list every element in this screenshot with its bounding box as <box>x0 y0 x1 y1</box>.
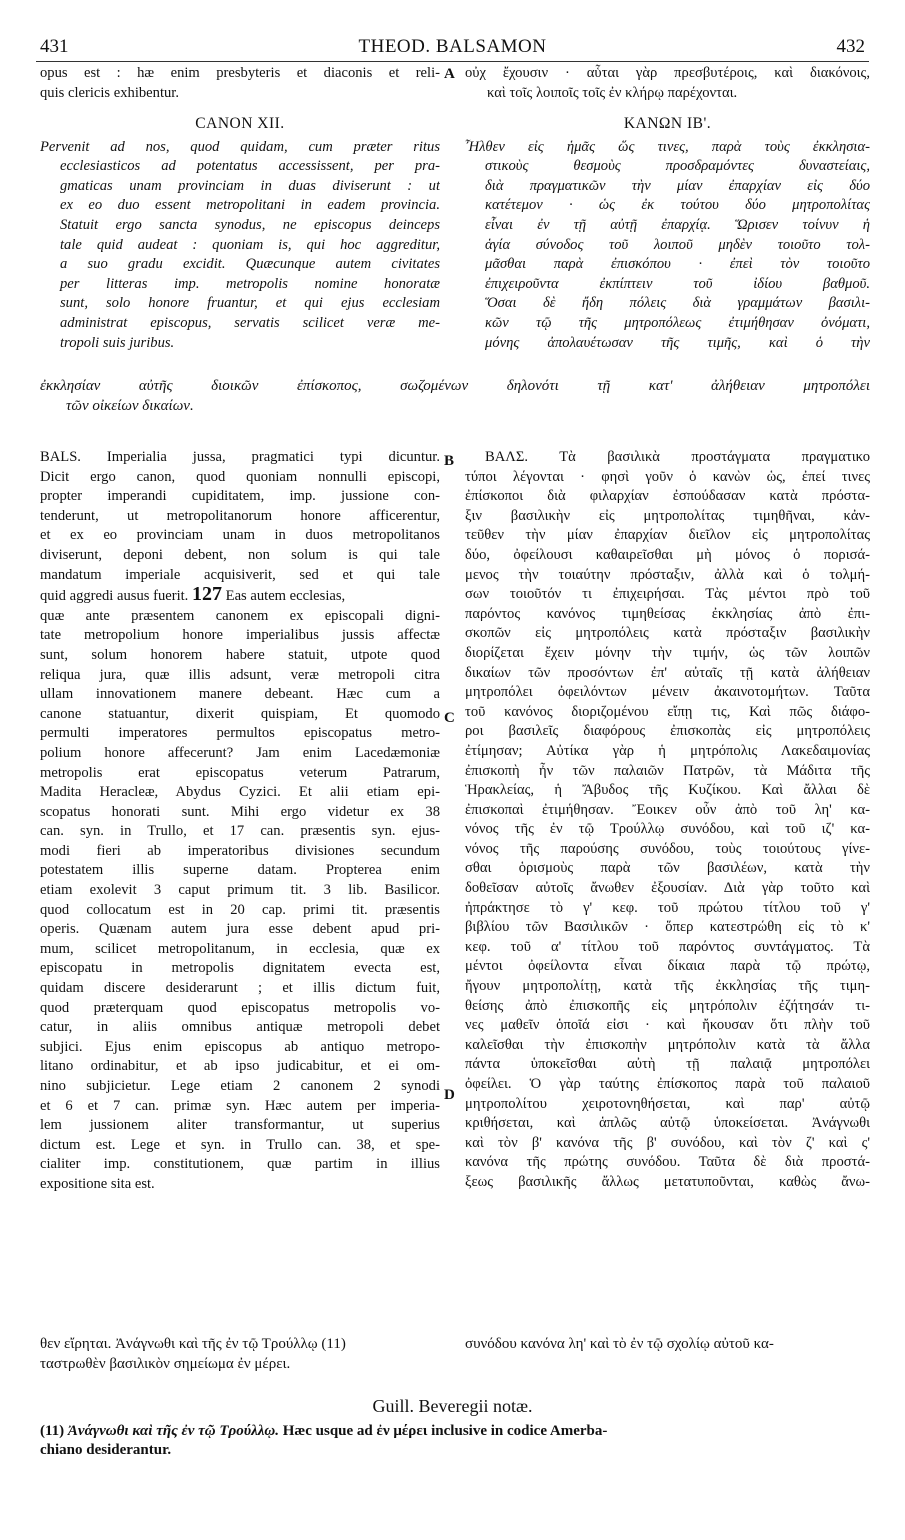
text-line: παρόντος κανόνος τιμηθείσας ἐκκλησίας ἀπὸ ἐπι- <box>465 605 870 622</box>
canon-greek-body <box>465 138 870 354</box>
text-line: καλεῖσθαι τὴν ἐπισκοπὴν μητρόπολιν κατὰ τὰ ἄλλα <box>465 1036 870 1053</box>
text-line: σων τοιοῦτόν τι ἐπιχειρήσαι. Τὰς μέντοι πρὸ τοῦ <box>465 586 870 603</box>
text-line: permulti imperatores permultos episcopatus metro- <box>40 725 440 742</box>
canon-latin-heading: CANON XII. <box>195 115 285 132</box>
text-line: tenderunt, ut metropolitanorum honore afficerentur, <box>40 507 440 524</box>
text-segment: Eas autem ecclesias, <box>225 588 346 605</box>
text-line: ταστρωθὲν βασιλικὸν σημείωμα ἐν μέρει. <box>40 1356 291 1372</box>
text-line: tropoli suis juribus. <box>60 334 175 351</box>
text-segment: θεν εἴρηται. Ἀνάγνωθι καὶ τῆς ἐν τῷ Τρούλλῳ (11) <box>40 1336 346 1352</box>
text-line: cialiter imp. constitutionem, quæ partim in illius <box>40 1156 440 1173</box>
text-line: tate metropolium honore imperialibus jussis affectæ <box>40 627 440 644</box>
text-line: στικοὺς θεσμοὺς προσδραμόντες δυναστείαις, <box>485 158 870 175</box>
text-line: metropolis erat episcopatus veterum Patrarum, <box>40 764 440 781</box>
text-line: ἐπισκοπαὶ ἐτιμήθησαν. Ἔοικεν οὖν ἀπὸ τοῦ λη' κα- <box>465 801 870 818</box>
bals-latin-commentary <box>40 448 440 1195</box>
text-line: καὶ τὸν β' κανόνα τῆς β' συνόδου, καὶ τὸν ζ' καὶ ς' <box>465 1134 870 1151</box>
column-marker-c: C <box>444 710 455 726</box>
text-line: administrat episcopus, servatis scilicet veræ me- <box>60 314 440 331</box>
text-line: mandatum imperiale acquisiverit, sed et qui tale <box>40 566 440 583</box>
text-line: ex eo duo essent metropolitani in eadem provincia. <box>60 197 440 214</box>
bottom-spanning-text <box>40 1334 870 1374</box>
text-line: μᾶσθαι παρὰ ἐπισκόπου · ἐπεὶ τὸν τοιοῦτο <box>485 256 870 273</box>
text-line: ξεως βασιλικῆς ἄλλως μετατυποῦνται, καθὼς ἄνω- <box>465 1173 870 1190</box>
text-line: θείσης ἀπὸ ἐπισκοπῆς εἰς μητρόπολιν ἐζήτησάν τι- <box>465 997 870 1014</box>
text-line: μενος τὴν τοιαύτην πρόσταξιν, ἀλλὰ καὶ ὁ τολμή- <box>465 566 870 583</box>
text-segment: συνόδου κανόνα λη' καὶ τὸ ἐν τῷ σχολίῳ αὐτοῦ κα- <box>465 1336 774 1352</box>
text-line: sunt, solum honorem habere statuit, utpote quod <box>40 646 440 663</box>
text-line: can. syn. in Trullo, et 17 can. præsentis syn. ejus- <box>40 823 440 840</box>
text-line: Pervenit ad nos, quod quidam, cum præter ritus <box>40 138 440 155</box>
text-line: σκοπῶν εἰς μητροπόλεις κατὰ πρόσταξιν βασιλικὴν <box>465 625 870 642</box>
text-line: ὀφείλει. Ὁ γὰρ ταύτης ἐπίσκοπος παρὰ τοῦ παλαιοῦ <box>465 1076 870 1092</box>
text-line: δύο, ὀφείλουσι καθαιρεῖσθαι μὴ μόνος ὁ πορισά- <box>465 546 870 563</box>
text-line: quod præterquam quod episcopatus metropolis vo- <box>40 999 440 1016</box>
text-line: ἐπιχειροῦντα ἐκπίπτειν τοῦ ἰδίου βαθμοῦ. <box>485 275 870 292</box>
canon-latin-body <box>40 138 440 354</box>
text-line: νόνος τῆς ἐν τῷ Τρούλλῳ συνόδου, καὶ τοῦ ιζ' κα- <box>465 821 870 838</box>
text-line: ΒΑΛΣ. Τὰ βασιλικὰ προστάγματα πραγματικο <box>485 449 870 465</box>
text-line: quæ ante præsentem canonem ex episcopali digni- <box>40 607 440 624</box>
text-line: δικαίων τῶν προσόντων ἐπ' αὐταῖς τῇ κατὰ ἀλήθειαν <box>465 664 870 681</box>
text-line: εἶναι ἐν τῇ αὐτῇ ἐπαρχίᾳ. Ὥρισεν τοίνυν ἡ <box>485 216 870 233</box>
text-line: μητροπόλει ὀφειλόντων μένειν ἀκαινοτομήτων. Ταῦτα <box>465 684 870 701</box>
text-line: gmaticas unam provinciam in duas diviserunt : ut <box>60 177 440 194</box>
text-line: οὐχ ἔχουσιν · αὗται γὰρ πρεσβυτέροις, καὶ διακόνοις, <box>465 65 870 81</box>
text-line: μόνης ἀπολαυέτωσαν τῆς τιμῆς, καὶ ὁ τὴν <box>485 334 870 351</box>
text-line: σθαι ὁρισμοὺς παρὰ τῶν βασιλέων, κατὰ τὴν <box>465 860 870 877</box>
text-line: τοῦ κανόνος διοριζομένου εἴπῃ τις, Καὶ πῶς διάφο- <box>465 703 870 720</box>
text-line: nino subjicietur. Lege etiam 2 canonem 2 synodi <box>40 1078 440 1094</box>
text-line: polium honore affecerunt? Jam enim Lacedæmoniæ <box>40 744 440 761</box>
text-line <box>40 1334 870 1354</box>
text-line: πάντα ὑποκεῖσθαι αὐτὴ τῇ παλαιᾷ μητροπόλει <box>465 1056 870 1073</box>
text-line: κανόνα τῆς πρώτης συνόδου. Ταῦτα δὲ διὰ προστά- <box>465 1154 870 1171</box>
text-line: τῶν οἰκείων δικαίων. <box>66 398 194 414</box>
text-line: Dicit ergo canon, quod quoniam nonnulli episcopi, <box>40 468 440 485</box>
text-line: a suo gradu excidit. Quæcunque autem civitates <box>60 256 440 273</box>
edition-page-number: 127 <box>192 585 222 606</box>
text-line: ἤγουν μητροπολίτῃ, κατὰ τῆς ἐκκλησίας τῆς τιμη- <box>465 978 870 995</box>
text-line: Madita Heracleæ, Abydus Cyzici. Et alii etiam epi- <box>40 784 440 801</box>
text-line: Ἦλθεν εἰς ἡμᾶς ὥς τινες, παρὰ τοὺς ἐκκλησια- <box>465 138 870 155</box>
text-line: ἐτίμησαν; Αὐτίκα γὰρ ἡ μητρόπολις Λακεδαιμονίας <box>465 742 870 759</box>
text-line-with-marginal-number <box>40 585 440 607</box>
text-line: canone statuantur, dixerit quispiam, Et quomodo <box>40 705 440 722</box>
right-continuation <box>465 64 870 103</box>
text-line: per litteras imp. metropolis nomine honoratæ <box>60 275 440 292</box>
text-line: mum, scilicet metropolitanum, in ecclesia, quæ ex <box>40 940 440 957</box>
text-line: episcopatu in metropolis dignitatem evecta est, <box>40 960 440 977</box>
text-line: modi fieri ab imperatoribus divisiones secundum <box>40 842 440 859</box>
text-line: BALS. Imperialia jussa, pragmatici typi dicuntur. <box>40 449 440 465</box>
text-line: ἐπισκοπὴ ἦν τῶν παλαιῶν Πατρῶν, τὰ Μάδιτα τῆς <box>465 762 870 779</box>
text-line: ἁγία σύνοδος τοῦ λοιποῦ μηδὲν τοιοῦτο τολ- <box>485 236 870 253</box>
footnote-text: inclusive in codice Amerba- <box>431 1423 608 1439</box>
text-line: ροι βασιλεῖς διαφόρους ἐπισκοπὰς εἰς μητροπόλεις <box>465 723 870 740</box>
text-line: τεῦθεν τὴν μίαν ἐπαρχίαν διεῖλον εἰς μητροπολίτας <box>465 527 870 544</box>
header-rule <box>36 61 869 62</box>
column-marker-a: A <box>444 66 455 82</box>
running-title: THEOD. BALSAMON <box>358 36 547 57</box>
text-line: propter imperandi cupiditatem, imp. jussione con- <box>40 488 440 505</box>
text-line: ecclesiasticos ad potentatus accessissent, per pra- <box>60 158 440 175</box>
column-marker-d: D <box>444 1087 455 1103</box>
text-line: operis. Quænam autem jura esse debent apud pri- <box>40 921 440 938</box>
text-line: quidam discere desiderarunt ; et illis dictum fuit, <box>40 980 440 997</box>
text-line: sunt, solo honore fruantur, et qui ejus ecclesiam <box>60 295 440 312</box>
text-line: μητροπολίτου χειροτονηθήσεται, καὶ παρ' αὐτῷ <box>465 1095 870 1112</box>
text-line: subjici. Ejus enim episcopus ab antiquo metropo- <box>40 1038 440 1055</box>
text-line: δοθεῖσαν αὐτοῖς ἄνωθεν ἐξουσίαν. Διὰ γὰρ τοῦτο καὶ <box>465 880 870 897</box>
left-continuation <box>40 64 440 103</box>
text-line: ullam innovationem manere debeant. Hæc cum a <box>40 686 440 703</box>
footnote-ref: (11) <box>40 1423 65 1439</box>
text-line: κῶν τῷ τῆς μητροπόλεως ἐτιμήθησαν ὀνόματι, <box>485 314 870 331</box>
footnote-greek: ἐν μέρει <box>376 1423 428 1439</box>
text-line: καὶ τοῖς λοιποῖς τοῖς ἐν κλήρῳ παρέχονται. <box>487 84 738 101</box>
column-marker-b: B <box>444 453 455 469</box>
text-line: reliqua jura, quæ illis adsunt, veræ metropoli citra <box>40 666 440 683</box>
text-line: quis clericis exhibentur. <box>40 84 180 101</box>
text-line: διὰ πραγματικῶν τὴν μίαν ἐπαρχίαν εἰς δύο <box>485 177 870 194</box>
footnote-line <box>40 1422 870 1441</box>
canon-greek-spanning-end <box>40 376 870 416</box>
text-line: expositione sita est. <box>40 1175 155 1192</box>
text-line: βιβλίου τῶν Βασιλικῶν · ὅπερ κατεστρώθη εἰς τὸ κ' <box>465 919 870 936</box>
text-line: Statuit ergo sancta synodus, ne episcopus deinceps <box>60 216 440 233</box>
text-line: catur, in aliis omnibus antiquæ metropoli debet <box>40 1019 440 1036</box>
text-line: νες μαθεῖν ὁποῖά εἰσι · καὶ ἤκουσαν ὅτι πλὴν τοῦ <box>465 1017 870 1034</box>
text-line: potestatem illis superne datam. Propterea enim <box>40 862 440 879</box>
page-number-right: 432 <box>836 36 865 57</box>
text-line: ξιν βασιλικὴν εἰς μητροπολίτας τιμηθῆναι, κἀν- <box>465 507 870 524</box>
text-line: etiam exolevit 3 caput primum tit. 3 lib. Basilicor. <box>40 882 440 899</box>
canon-latin <box>40 114 440 353</box>
text-line: ἐπίσκοποι διὰ φιλαρχίαν ἐσπούδασαν κατὰ πρόστα- <box>465 488 870 505</box>
text-line: ἐκκλησίαν αὐτῆς διοικῶν ἐπίσκοπος, σωζομένων δηλονότι τῇ κατ' ἀλήθειαν μητροπόλει <box>40 378 870 394</box>
canon-greek-heading: ΚΑΝΩΝ ΙΒ'. <box>623 115 712 132</box>
footnote-text: Hæc usque ad <box>282 1423 373 1439</box>
text-line: κριθήσεται, καὶ ἁπλῶς αὐτῷ ὑποκείσεται. Ἀνάγνωθι <box>465 1115 870 1132</box>
text-line: diviserunt, deponi debent, non solum is qui tale <box>40 546 440 563</box>
text-line: et ex eo provinciam unam in duos metropolitanos <box>40 527 440 544</box>
footnotes <box>40 1422 870 1460</box>
text-line: scopatus honorati sunt. Mihi ergo videtur ex 38 <box>40 803 440 820</box>
page-number-left: 431 <box>40 36 69 57</box>
notes-title: Guill. Beveregii notæ. <box>372 1396 533 1416</box>
text-line: κεφ. τοῦ α' τίτλου τοῦ παρόντος συντάγματος. Τὰ <box>465 938 870 955</box>
canon-greek <box>465 114 870 353</box>
page-header <box>40 36 865 60</box>
text-line: διορίζεται ἔχειν μόνην τὴν τιμήν, ὡς τῶν λοιπῶν <box>465 644 870 661</box>
text-line: νόνος τῆς παρούσης συνόδου, τοὺς τοιούτους γίνε- <box>465 840 870 857</box>
text-line: τύποι λέγονται · φησὶ γοῦν ὁ κανὼν ὡς, ἐπεί τινες <box>465 468 870 485</box>
text-line: opus est : hæ enim presbyteris et diaconis et reli- <box>40 65 440 81</box>
footnote-line: chiano desiderantur. <box>40 1442 172 1458</box>
text-line: tale quid audeat : quoniam is, qui hoc aggreditur, <box>60 236 440 253</box>
footnote-greek: Ἀνάγνωθι καὶ τῆς ἐν τῷ Τρούλλῳ. <box>67 1423 279 1439</box>
text-line: ἠπράκτησε τὸ γ' κεφ. τοῦ πρώτου τίτλου τοῦ γ' <box>465 899 870 916</box>
text-segment: quid aggredi ausus fuerit. <box>40 588 189 605</box>
text-line: lem jussionem aliter transformantur, ut superius <box>40 1117 440 1134</box>
text-line: Ὅσαι δὲ ἤδη πόλεις διὰ γραμμάτων βασιλι- <box>485 295 870 312</box>
text-line: et 6 et 7 can. primæ syn. Hæc autem per imperia- <box>40 1097 440 1114</box>
text-line: Ἡρακλείας, ἡ Ἄβυδος τῆς Κυζίκου. Καὶ ἄλλαι δὲ <box>465 782 870 799</box>
text-line: litano ordinabitur, et ab ipso judicabitur, et ei om- <box>40 1058 440 1075</box>
text-line: quod collocatum est in 20 cap. primi tit. præsentis <box>40 901 440 918</box>
text-line: μέντοι ὀφείλοντα εἶναι δίκαια παρὰ τῷ πρώτῳ, <box>465 958 870 975</box>
bals-greek-commentary <box>465 448 870 1193</box>
text-line: κατέτεμον · ὡς ἐκ τούτου δύο μητροπολίτας <box>485 197 870 214</box>
text-line: dictum est. Lege et syn. in Trullo can. 38, et spe- <box>40 1136 440 1153</box>
